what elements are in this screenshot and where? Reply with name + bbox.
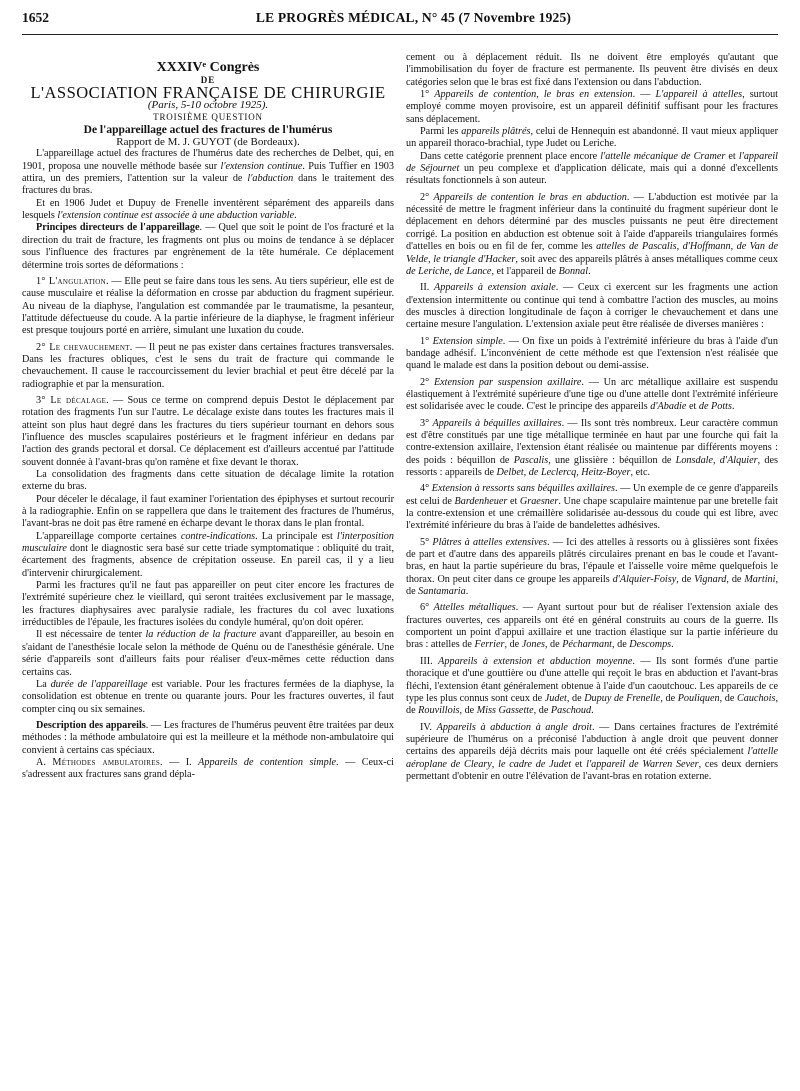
paragraph-platres-attelles: 5° Plâtres à attelles extensives. — Ici des attelles à ressorts ou à glissières sont fixées de part et d'autre dans des appareils plâtrés circulaires prenant en bas le coude et l'avant-bras, en haut la partie supérieure du bras, l'épaule et l'aisselle voire même quelquefois le thorax. On peut citer dans ce groupe les appareils d'Alquier-Foisy, de Vignard, de Martini, de Santamaria. — [406, 536, 778, 598]
paragraph-contre-indications: L'appareillage comporte certaines contre-indications. La principale est l'interposition musculaire dont le diagnostic sera basé sur cette triade symptomatique : obliquité du trait, écartement des fragments, absence de crépitation osseuse. En pareil cas, il y a lieu d'intervenir chirurgicalement. — [22, 530, 394, 579]
report-byline: Rapport de M. J. GUYOT (de Bordeaux). — [116, 136, 300, 149]
question-label: TROISIÈME QUESTION — [153, 112, 263, 123]
paragraph-suspension-axillaire: 2° Extension par suspension axillaire. — Un arc métallique axillaire est suspendu élastiquement à l'extrémité supérieure d'une tige ou d'une attelle dont l'extrémité inférieure est solidarisée avec le coude. C'est le principe des appareils d'Abadie et de Potts. — [406, 376, 778, 413]
page-number: 1652 — [22, 10, 49, 25]
left-column — [22, 62, 394, 1091]
article-subject: De l'appareillage actuel des fractures de l'humérus — [83, 123, 333, 136]
paragraph-appareils-platres: Parmi les appareils plâtrés, celui de Hennequin est abandonné. Il vaut mieux appliquer un appareil thoraco-brachial, type Judet ou Leriche. — [406, 126, 778, 150]
paragraph-ressorts: 4° Extension à ressorts sans béquilles axillaires. — Un exemple de ce genre d'appareils est celui de Bardenheuer et Graesner. Une chape scapulaire maintenue par une bretelle fait la contre-extension et une crémaillère solidarisée au-dessous du coude qui est libre, avec l'extrémité inférieure du bras à l'aide de bandelettes adhésives. — [406, 483, 778, 532]
header-rule — [22, 34, 778, 35]
paragraph-chevauchement: 2° Le chevauchement. — Il peut ne pas exister dans certaines fractures transversales. Dans les fractures obliques, c'est le sens du trait de fracture qui commande le chevauchement. Il cause le raccourcissement du levier brachial et peut être décelé par la radiographie et par la mensuration. — [22, 341, 394, 390]
paragraph-extension-simple: 1° Extension simple. — On fixe un poids à l'extrémité inférieure du bras à l'aide d'un bandage adhésif. L'inconvénient de cette méthode est que l'extension n'est réalisée que quand le malade est dans la position debout ou demi-assise. — [406, 335, 778, 372]
paragraph-reduction: Il est nécessaire de tenter la réduction de la fracture avant d'appareiller, au besoin en s'aidant de l'anesthésie locale selon la méthode de Quénu ou de l'anesthésie générale. Une série d'appareils sont d'ailleurs faits pour réaliser d'eux-mêmes cette réduction dans certains cas. — [22, 629, 394, 678]
paragraph-angulation: 1° L'angulation. — Elle peut se faire dans tous les sens. Au tiers supérieur, elle est de cause musculaire et réalise la déformation en crosse par abduction du fragment supérieur. Au niveau de la diaphyse, l'angulation est commandée par le traumatisme, la pesanteur, l'attitude défectueuse du coude. A la partie inférieure de la diaphyse, le fragment inférieur est presque toujours porté en arrière, simulant une luxation du coude. — [22, 275, 394, 337]
paragraph-intro: L'appareillage actuel des fractures de l'humérus date des recherches de Delbet, qui, en 1901, proposa une nouvelle méthode basée sur l'extension continue. Puis Tuffier en 1903 attira, un des premiers, l'attention sur la valeur de l'abduction dans le traitement des fractures du bras. — [22, 148, 394, 197]
paragraph-continuation: cement ou à déplacement réduit. Ils ne doivent être employés qu'autant que l'immobilisation du foyer de fracture est permanente. Ils peuvent être divisés en deux catégories selon que le bras est fixé dans l'extension ou dans l'abduction. — [406, 52, 778, 88]
paragraph-contention-abduction: 2° Appareils de contention le bras en abduction. — L'abduction est motivée par la nécessité de mettre le fragment inférieur dans la continuité du fragment supérieur dont le déplacement en dehors déterminé par des muscles puissants ne peut être directement corrigé. La position en abduction est obtenue soit à l'aide d'appareils triangulaires formés d'attelles en bois ou en fil de fer, comme les attelles de Pascalis, d'Hoffmann, de Van de Velde, le triangle d'Hacker, soit avec des appareils plâtrés à anses métalliques comme ceux de Leriche, de Lance, et l'appareil de Bonnal. — [406, 191, 778, 277]
place-date: (Paris, 5-10 octobre 1925). — [147, 99, 269, 112]
congress-heading: XXXIVᵉ Congrès — [156, 62, 260, 75]
paragraph-methodes-ambulatoires: A. Méthodes ambulatoires. — I. Appareils de contention simple. — Ceux-ci s'adressent aux fractures sans grand dépla- — [22, 756, 394, 781]
paragraph-description: Description des appareils. — Les fractures de l'humérus peuvent être traitées par deux méthodes : la méthode ambulatoire qui est la meilleure et la méthode non-ambulatoire qui convient à certains cas spéciaux. — [22, 719, 394, 756]
association-heading: L'ASSOCIATION FRANÇAISE DE CHIRURGIE — [30, 82, 386, 102]
paragraph-extension-axiale: II. Appareils à extension axiale. — Ceux ci exercent sur les fragments une action d'extension intermittente ou continue qui tend à combattre l'action des muscles, au moins des muscles à direction longitudinale de façon à corriger le chevauchement et dans une certaine mesure l'angulation. L'extension axiale peut être réalisée de diverses manières : — [406, 282, 778, 331]
paragraph-non-appareiller: Parmi les fractures qu'il ne faut pas appareiller on peut citer encore les fractures de l'extrémité supérieure chez le vieillard, qui seront traitées exclusivement par le massage, les fractures diaphysaires avec paralysie radiale, les fractures du col avec luxations irréductibles de l'épaule, les fractures isolées du condyle huméral, qu'on doit opérer. — [22, 580, 394, 629]
paragraph-abduction-moyenne: III. Appareils à extension et abduction moyenne. — Ils sont formés d'une partie thoracique et d'une gouttière ou d'une attelle qui reçoit le bras en abduction et l'avant-bras fléchi, l'extension étant généralement obtenue à l'aide d'un caoutchouc. Les appareils de ce type les plus connus sont ceux de Judet, de Dupuy de Frenelle, de Pouliquen, de Cauchois, de Rouvillois, de Miss Gassette, de Paschoud. — [406, 655, 778, 717]
congress-de: DE — [200, 75, 216, 86]
journal-title: LE PROGRÈS MÉDICAL, N° 45 (7 Novembre 1925) — [255, 10, 572, 25]
paragraph-contention-extension: 1° Appareils de contention, le bras en extension. — L'appareil à attelles, surtout employé comme moyen provisoire, est un appareil définitif suffisant pour les fractures sans déplacement. — [406, 89, 778, 125]
paragraph-decalage: 3° Le décalage. — Sous ce terme on comprend depuis Destot le déplacement par rotation des fragments l'un sur l'autre. Le décalage existe dans toutes les fractures mais il atteint son plus haut degré dans les fractures du tiers supérieur tournant en dehors sous l'influence des muscles scapulaires postérieurs et le fragment inférieur en dedans par l'action des grands pectoral et dorsal. Ce déplacement est d'ailleurs accentué par l'attitude souvent donnée à l'avant-bras qu'on ramène et fixe devant le thorax. — [22, 394, 394, 468]
paragraph-consolidation: La consolidation des fragments dans cette situation de décalage limite la rotation externe du bras. — [22, 469, 394, 493]
paragraph-principes: Principes directeurs de l'appareillage. — Quel que soit le point de l'os fracturé et la direction du trait de fracture, les fragments ont plus ou moins de tendance à se déplacer sous l'influence des fractures par engrènement de la tête humérale. Ce déplacement détermine trois sortes de déformations : — [22, 222, 394, 271]
paragraph-categorie: Dans cette catégorie prennent place encore l'attelle mécanique de Cramer et l'appareil de Séjournet un peu complexe et d'application délicate, mais qui a donné d'excellents résultats fonctionnels à son auteur. — [406, 150, 778, 187]
paragraph-bequilles: 3° Appareils à béquilles axillaires. — Ils sont très nombreux. Leur caractère commun est d'être constitués par une tige métallique terminée en haut par une fourche qui fait la contre-extension axillaire, l'extension étant réalisée ou maintenue par différents moyens : des poids : béquillon de Pascalis, une glissière : béquillon de Lonsdale, d'Alquier, des ressorts : appareils de Delbet, de Leclercq, Heitz-Boyer, etc. — [406, 417, 778, 478]
right-column — [406, 52, 778, 1091]
paragraph-attelles-metalliques: 6° Attelles métalliques. — Ayant surtout pour but de réaliser l'extension axiale des fractures ouvertes, ces appareils ont été en général construits au cours de la guerre. Ils comportent un point d'appui axillaire et une traction élastique sur la partie inférieure du bras : attelles de Ferrier, de Jones, de Pécharmant, de Descomps. — [406, 602, 778, 651]
paragraph-duree: La durée de l'appareillage est variable. Pour les fractures fermées de la diaphyse, la consolidation est obtenue en trente ou quarante jours. Pour les fractures ouvertes, il faut compter cinq ou six semaines. — [22, 678, 394, 715]
paragraph-deceler: Pour déceler le décalage, il faut examiner l'orientation des épiphyses et surtout recourir à la radiographie. Enfin on se rappellera que dans le traitement des fractures de l'humérus, l'avant-bras ne doit pas être ramené en écharpe devant le thorax dans le plan frontal. — [22, 493, 394, 530]
paragraph-judet: Et en 1906 Judet et Dupuy de Frenelle inventèrent séparément des appareils dans lesquels l'extension continue est associée à une abduction variable. — [22, 197, 394, 222]
running-header — [22, 10, 778, 32]
paragraph-angle-droit: IV. Appareils à abduction à angle droit. — Dans certaines fractures de l'extrémité supérieure de l'humérus on a préconisé l'abduction à angle droit que peuvent donner certains des appareils déjà décrits mais pour laquelle ont été créés spécialement l'attelle aéroplane de Cleary, le cadre de Judet et l'appareil de Warren Sever, ces deux derniers permettant d'obtenir en outre l'élévation de l'avant-bras en rotation externe. — [406, 721, 778, 782]
